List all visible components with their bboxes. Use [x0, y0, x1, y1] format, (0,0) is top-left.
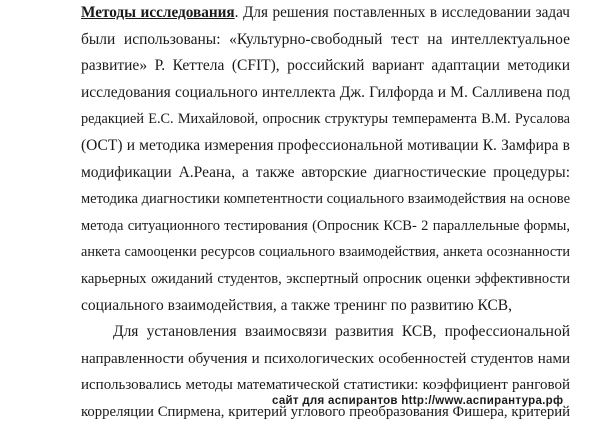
- text-line-5: редакцией Е.С. Михайловой, опросник структуры темперамента В.М. Русалова: [81, 111, 570, 128]
- section-heading: Методы исследования: [81, 4, 235, 21]
- text-line-15: использовались методы математической статистики: коэффициент ранговой: [81, 377, 570, 394]
- text-line-7: модификации А.Реана, а также авторские диагностические процедуры:: [81, 163, 570, 181]
- text-line-8: методика диагностики компетентности социального взаимодействия на основе: [81, 191, 570, 208]
- text-line-3: развитие» Р. Кеттела (CFIT), российский вариант адаптации методики: [81, 57, 570, 75]
- text-line-2: были использованы: «Культурно-свободный тест на интеллектуальное: [81, 30, 570, 48]
- text-line-16: корреляции Спирмена, критерий углового преобразования Фишера, критерий: [81, 403, 570, 420]
- footer-watermark: сайт для аспирантов http://www.аспирантура.рф: [272, 395, 564, 407]
- text-line-11: карьерных ожиданий студентов, экспертный опросник оценки эффективности: [81, 270, 570, 287]
- text-line-14: направленности обучения и психологических особенностей студентов нами: [81, 350, 570, 367]
- heading-continuation: . Для решения поставленных в исследовании задач: [234, 4, 570, 21]
- text-line-4: исследования социального интеллекта Дж. Гилфорда и М. Салливена под: [81, 83, 570, 101]
- text-line-10: анкета самооценки ресурсов социального взаимодействия, анкета осознанности: [81, 244, 570, 261]
- text-line-6: (ОСТ) и методика измерения профессиональной мотивации К. Замфира в: [81, 136, 570, 154]
- text-line-9: метода ситуационного тестирования (Опросник КСВ- 2 параллельные формы,: [81, 217, 570, 234]
- document-body: [81, 0, 570, 426]
- text-line-12: социального взаимодействия, а также тренинг по развитию КСВ,: [81, 296, 513, 314]
- text-line-1: [81, 0, 570, 27]
- text-line-13: Для установления взаимосвязи развития КСВ, профессиональной: [113, 323, 570, 341]
